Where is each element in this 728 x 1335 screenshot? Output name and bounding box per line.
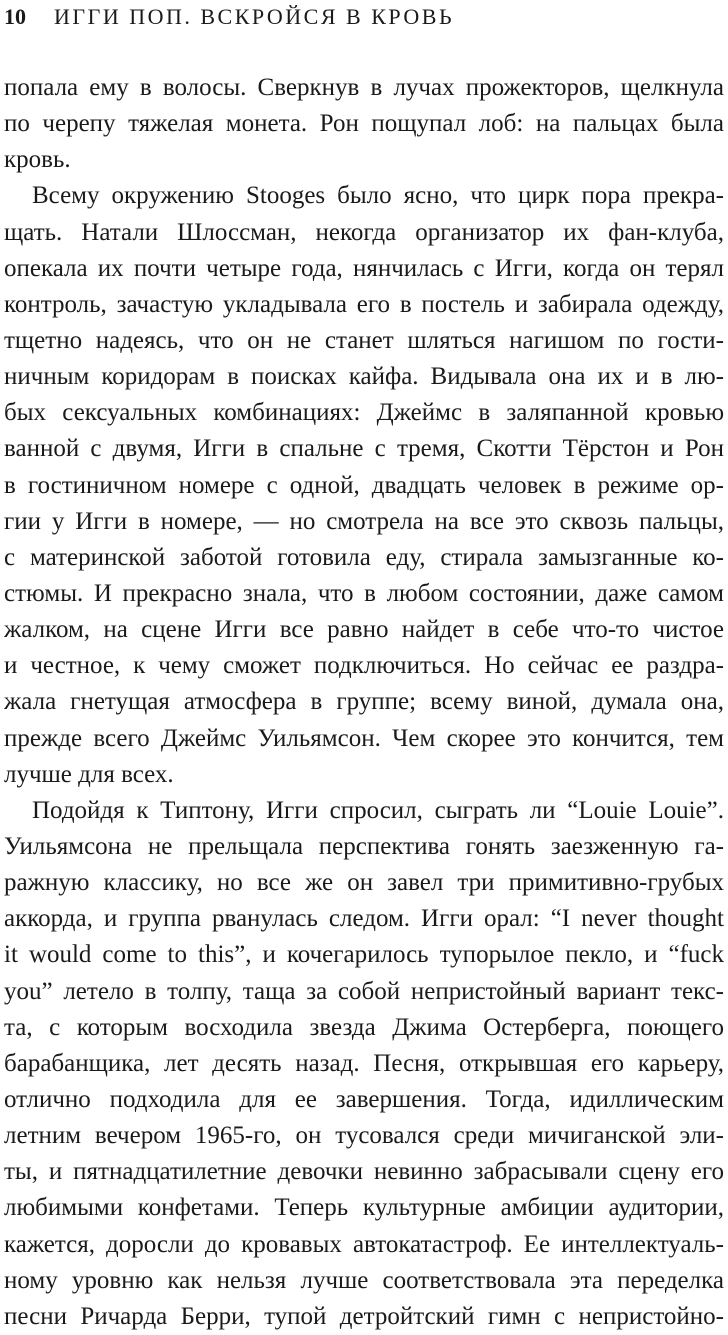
text-line: жалком, на сцене Игги все равно найдет в себе что-то чистое <box>4 616 724 644</box>
text-line: ванной с двумя, Игги в спальне с тремя, Скотти Тёрстон и Рон <box>4 435 724 463</box>
text-line: ному уровню как нельзя лучше соответствовала эта переделка <box>4 1266 724 1294</box>
text-line: отлично подходила для ее завершения. Тогда, идиллическим <box>4 1085 724 1113</box>
text-line: та, с которым восходила звезда Джима Остерберга, поющего <box>4 1013 724 1041</box>
text-line: it would come to this”, и кочегарилось тупорылое пекло, и “fuck <box>4 941 724 969</box>
text-line: жала гнетущая атмосфера в группе; всему виной, думала она, <box>4 688 724 716</box>
paragraph-first-line: Подойдя к Типтону, Игги спросил, сыграть ли “Louie Louie”. <box>32 796 724 824</box>
text-line: кровь. <box>4 146 71 174</box>
text-line: ражную классику, но все же он завел три примитивно-грубых <box>4 869 724 897</box>
text-line: тщетно надеясь, что он не станет шляться нагишом по гости- <box>4 326 724 354</box>
text-line: летним вечером 1965-го, он тусовался среди мичиганской эли- <box>4 1122 724 1150</box>
text-line: песни Ричарда Берри, тупой детройтский гимн с непристойно- <box>4 1302 724 1330</box>
text-line: you” летело в толпу, таща за собой непристойный вариант текс- <box>4 977 724 1005</box>
paragraph-first-line: Всему окружению Stooges было ясно, что цирк пора прекра- <box>32 182 724 210</box>
body-text <box>4 70 724 1335</box>
running-title: ИГГИ ПОП. ВСКРОЙСЯ В КРОВЬ <box>54 4 455 29</box>
text-line: лучше для всех. <box>4 760 174 788</box>
text-line: кажется, доросли до кровавых автокатастроф. Ее интеллектуаль- <box>4 1230 724 1258</box>
text-line: бых сексуальных комбинациях: Джеймс в заляпанной кровью <box>4 399 724 427</box>
text-line: гии у Игги в номере, — но смотрела на все это сквозь пальцы, <box>4 507 724 535</box>
text-line: в гостиничном номере с одной, двадцать человек в режиме ор- <box>4 471 724 499</box>
text-line: любимыми конфетами. Теперь культурные амбиции аудитории, <box>4 1194 724 1222</box>
text-line: опекала их почти четыре года, нянчилась с Игги, когда он терял <box>4 254 724 282</box>
text-line: контроль, зачастую укладывала его в постель и забирала одежду, <box>4 290 724 318</box>
text-line: Уильямсона не прельщала перспектива гонять заезженную га- <box>4 832 724 860</box>
text-line: и честное, к чему сможет подключиться. Но сейчас ее раздра- <box>4 652 724 680</box>
text-line: щать. Натали Шлоссман, некогда организатор их фан-клуба, <box>4 218 724 246</box>
text-line: по черепу тяжелая монета. Рон пощупал лоб: на пальцах была <box>4 110 724 138</box>
text-line: стюмы. И прекрасно знала, что в любом состоянии, даже самом <box>4 579 724 607</box>
text-line: с материнской заботой готовила еду, стирала замызганные ко- <box>4 543 724 571</box>
text-line: попала ему в волосы. Сверкнув в лучах прожекторов, щелкнула <box>4 74 724 101</box>
text-line: аккорда, и группа рванулась следом. Игги орал: “I never thought <box>4 905 724 933</box>
running-head <box>4 2 454 32</box>
text-line: прежде всего Джеймс Уильямсон. Чем скорее это кончится, тем <box>4 724 724 752</box>
page-number: 10 <box>4 4 26 29</box>
text-line: барабанщика, лет десять назад. Песня, открывшая его карьеру, <box>4 1049 724 1077</box>
text-line: ничным коридорам в поисках кайфа. Видывала она их и в лю- <box>4 363 724 391</box>
text-line: ты, и пятнадцатилетние девочки невинно забрасывали сцену его <box>4 1158 724 1186</box>
